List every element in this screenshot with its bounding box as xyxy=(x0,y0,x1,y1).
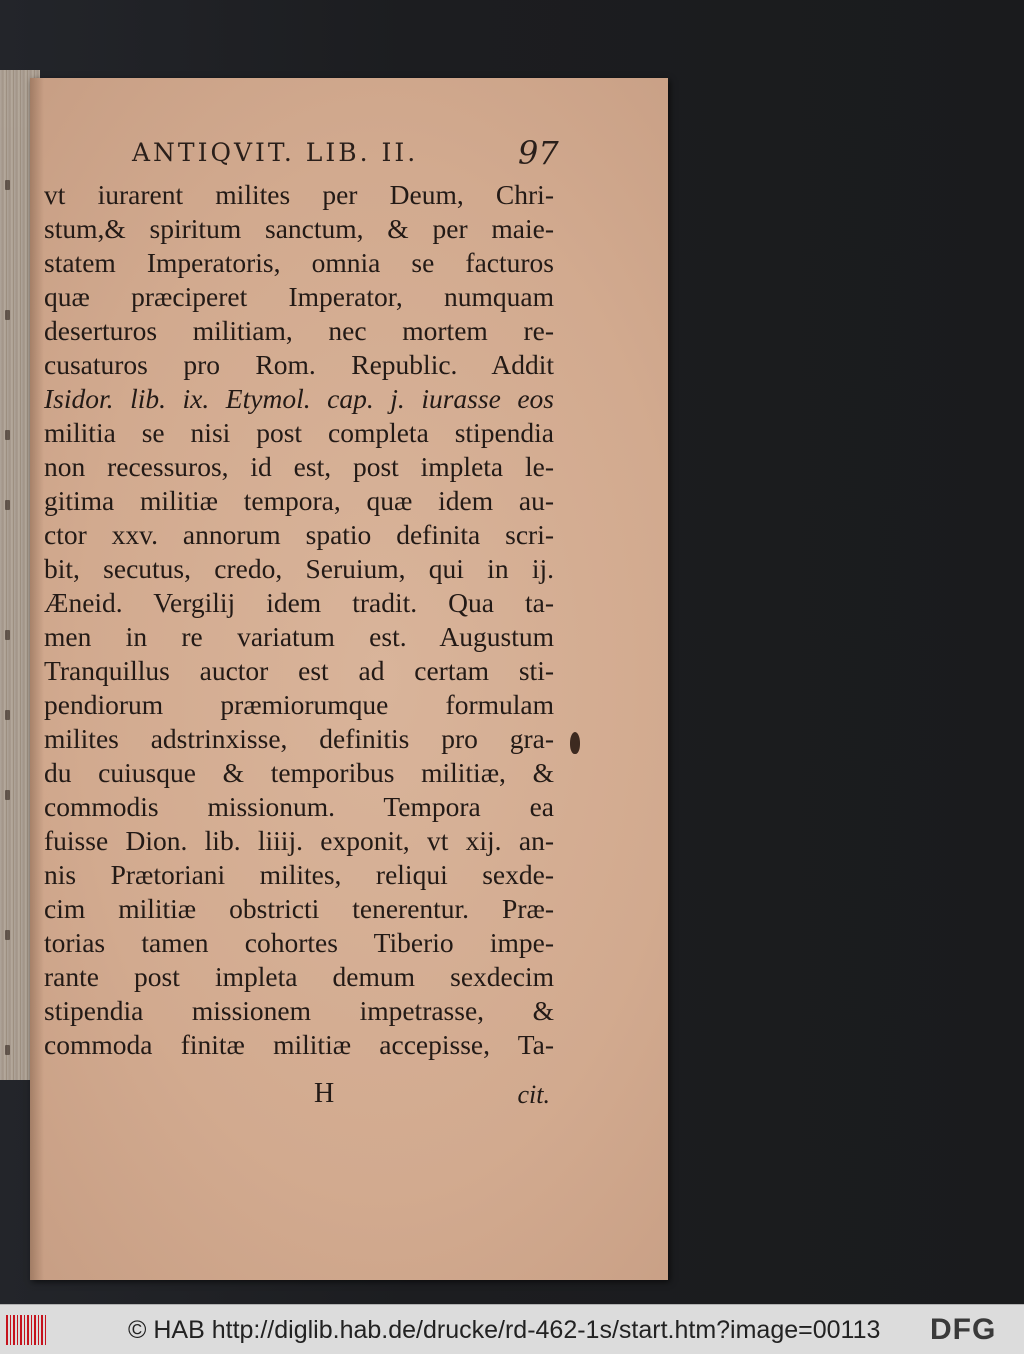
page-edge-mark xyxy=(5,180,10,190)
running-head-title: ANTIQVIT. LIB. II. xyxy=(132,138,419,167)
catchword: cit. xyxy=(517,1080,550,1109)
text-line: statem Imperatoris, omnia se facturos xyxy=(44,247,554,278)
page-edge-mark xyxy=(5,790,10,800)
text-line: nis Prætoriani milites, reliqui sexde- xyxy=(44,859,554,890)
page-edge-mark xyxy=(5,430,10,440)
page-edge-mark xyxy=(5,630,10,640)
text-line: commodis missionum. Tempora ea xyxy=(44,791,554,822)
page-edge-mark xyxy=(5,1045,10,1055)
text-line: militia se nisi post completa stipendia xyxy=(44,417,554,448)
text-line: vt iurarent milites per Deum, Chri- xyxy=(44,179,554,210)
running-head xyxy=(132,134,572,174)
text-line: gitima militiæ tempora, quæ idem au- xyxy=(44,485,554,516)
ink-blot xyxy=(570,732,580,754)
text-line: deserturos militiam, nec mortem re- xyxy=(44,315,554,346)
text-line: quæ præciperet Imperator, numquam xyxy=(44,281,554,312)
page-number: 97 xyxy=(518,134,559,172)
text-line: cim militiæ obstricti tenerentur. Præ- xyxy=(44,893,554,924)
text-line: cusaturos pro Rom. Republic. Addit xyxy=(44,349,554,380)
text-line: ctor xxv. annorum spatio definita scri- xyxy=(44,519,554,550)
copyright-link[interactable]: © HAB http://diglib.hab.de/drucke/rd-462-1s/start.htm?image=00113 xyxy=(128,1316,881,1344)
page-gutter-shadow xyxy=(30,78,44,1280)
page-footer-catchwords xyxy=(300,1078,550,1118)
text-line: bit, secutus, credo, Seruium, qui in ij. xyxy=(44,553,554,584)
text-line: commoda finitæ militiæ accepisse, Ta- xyxy=(44,1029,554,1060)
text-line: fuisse Dion. lib. liiij. exponit, vt xij. an- xyxy=(44,825,554,856)
body-text xyxy=(44,178,554,1062)
text-line: non recessuros, id est, post impleta le- xyxy=(44,451,554,482)
text-line: stum,& spiritum sanctum, & per maie- xyxy=(44,213,554,244)
page-edge-mark xyxy=(5,930,10,940)
page-edge-mark xyxy=(5,310,10,320)
text-line: rante post impleta demum sexdecim xyxy=(44,961,554,992)
page-edge-mark xyxy=(5,710,10,720)
text-line: stipendia missionem impetrasse, & xyxy=(44,995,554,1026)
page-edge-mark xyxy=(5,500,10,510)
text-line: Tranquillus auctor est ad certam sti- xyxy=(44,655,554,686)
barcode-icon xyxy=(6,1315,48,1345)
text-line: pendiorum præmiorumque formulam xyxy=(44,689,554,720)
viewer-footer xyxy=(0,1304,1024,1354)
text-line: men in re variatum est. Augustum xyxy=(44,621,554,652)
signature-mark: H xyxy=(314,1078,335,1109)
text-line: milites adstrinxisse, definitis pro gra- xyxy=(44,723,554,754)
text-line: Isidor. lib. ix. Etymol. cap. j. iurasse eos xyxy=(44,383,554,414)
dfg-logo: DFG xyxy=(930,1313,997,1346)
text-line: Æneid. Vergilij idem tradit. Qua ta- xyxy=(44,587,554,618)
text-line: du cuiusque & temporibus militiæ, & xyxy=(44,757,554,788)
text-line: torias tamen cohortes Tiberio impe- xyxy=(44,927,554,958)
